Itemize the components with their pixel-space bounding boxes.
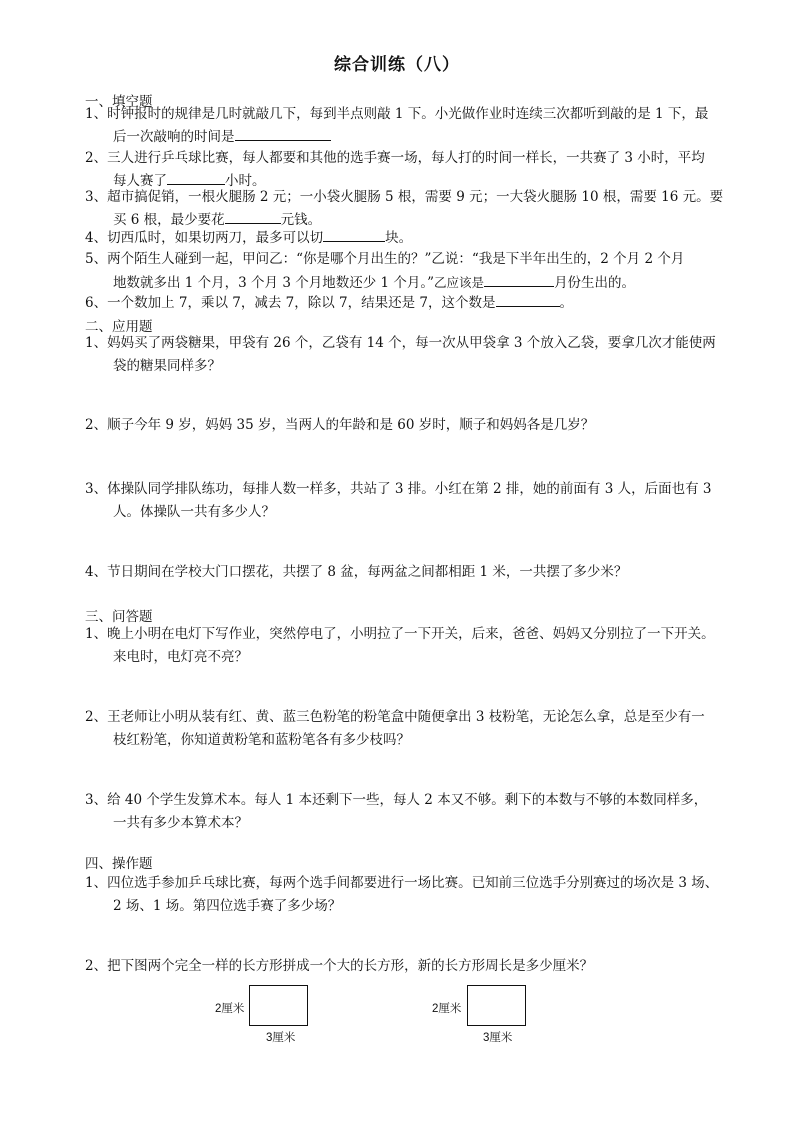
answer-blank[interactable] [484, 272, 554, 287]
question-text: 。 [559, 295, 573, 311]
question-text: 来电时，电灯亮不亮？ [113, 649, 248, 665]
height-label: 2厘米 [432, 1003, 462, 1015]
question-text: 块。 [385, 230, 413, 246]
question-text: 2 场、1 场。第四位选手赛了多少场？ [113, 898, 342, 914]
question-text: 买 6 根，最少要花 [113, 212, 225, 228]
question-text: 2、把下图两个完全一样的长方形拼成一个大的长方形，新的长方形周长是多少厘米？ [85, 958, 594, 974]
question-text: 1、晚上小明在电灯下写作业，突然停电了，小明拉了一下开关，后来，爸爸、妈妈又分别拉了一下开关。 [85, 626, 715, 642]
application-question-4 [85, 561, 725, 584]
answer-blank[interactable] [167, 170, 225, 185]
page-title: 综合训练（八） [334, 55, 460, 75]
section-heading-fill: 一、填空题 [85, 94, 153, 110]
question-text: 乙应该是 [434, 275, 485, 290]
operation-question-1 [85, 872, 725, 918]
width-label: 3厘米 [266, 1032, 296, 1044]
question-text: 1、妈妈买了两袋糖果，甲袋有 26 个，乙袋有 14 个，每一次从甲袋拿 3 个放入乙袋，要拿几次才能使两 [85, 335, 716, 351]
question-text: 袋的糖果同样多？ [113, 358, 221, 374]
question-text: 后一次敲响的时间是 [113, 129, 235, 145]
answer-blank[interactable] [235, 126, 331, 141]
question-text: 2、王老师让小明从装有红、黄、蓝三色粉笔的粉笔盒中随便拿出 3 枝粉笔，无论怎么拿，总是至少有一 [85, 709, 705, 725]
fill-question-6 [85, 292, 725, 315]
question-text: 一共有多少本算术本？ [113, 815, 248, 831]
answer-blank[interactable] [225, 209, 281, 224]
qa-question-2 [85, 706, 725, 752]
section-heading-qa: 三、问答题 [85, 609, 153, 625]
question-text: 元钱。 [280, 212, 322, 228]
application-question-2 [85, 414, 725, 437]
question-text: 1、四位选手参加乒乓球比赛，每两个选手间都要进行一场比赛。已知前三位选手分别赛过的场次是 3 场、 [85, 875, 719, 891]
question-text: 小时。 [225, 173, 266, 189]
question-text: 2、顺子今年 9 岁，妈妈 35 岁，当两人的年龄和是 60 岁时，顺子和妈妈各是几岁？ [85, 417, 595, 433]
height-label: 2厘米 [215, 1003, 245, 1015]
question-text: 人。体操队一共有多少人？ [113, 504, 275, 520]
answer-blank[interactable] [496, 292, 560, 307]
question-text: 5、两个陌生人碰到一起，甲问乙：“你是哪个月出生的？”乙说：“我是下半年出生的，2 个月 2 个月 [85, 251, 685, 267]
question-text: 3、给 40 个学生发算术本。每人 1 本还剩下一些，每人 2 本又不够。剩下的本数与不够的本数同样多， [85, 792, 708, 808]
fill-question-4 [85, 227, 725, 250]
question-text: 月份生出的。 [554, 275, 636, 291]
question-text: 3、超市搞促销，一根火腿肠 2 元；一小袋火腿肠 5 根，需要 9 元；一大袋火腿肠 10 根，需要 16 元。要 [85, 189, 724, 205]
question-text: 3、体操队同学排队练功，每排人数一样多，共站了 3 排。小红在第 2 排，她的前面有 3 人，后面也有 3 [85, 481, 712, 497]
qa-question-3 [85, 789, 725, 835]
fill-question-5 [85, 248, 725, 295]
operation-question-2 [85, 955, 725, 978]
question-text: 枝红粉笔，你知道黄粉笔和蓝粉笔各有多少枝吗？ [113, 732, 410, 748]
section-heading-application: 二、应用题 [85, 319, 153, 335]
section-heading-operation: 四、操作题 [85, 856, 153, 872]
width-label: 3厘米 [483, 1032, 513, 1044]
question-text: 1、时钟报时的规律是几时就敲几下，每到半点则敲 1 下。小光做作业时连续三次都听到敲的是 1 下，最 [85, 106, 709, 122]
application-question-1 [85, 332, 725, 378]
rectangle-shape [249, 985, 308, 1026]
answer-blank[interactable] [323, 227, 385, 242]
qa-question-1 [85, 623, 725, 669]
question-text: 每人赛了 [113, 173, 167, 189]
question-text: 2、三人进行乒乓球比赛，每人都要和其他的选手赛一场，每人打的时间一样长，一共赛了 3 小时，平均 [85, 150, 705, 166]
rectangle-shape [467, 985, 526, 1026]
question-text: 6、一个数加上 7，乘以 7，减去 7，除以 7，结果还是 7，这个数是 [85, 295, 496, 311]
question-text: 4、切西瓜时，如果切两刀，最多可以切 [85, 230, 324, 246]
fill-question-1 [85, 103, 725, 149]
question-text: 4、节日期间在学校大门口摆花，共摆了 8 盆，每两盆之间都相距 1 米，一共摆了多少米？ [85, 564, 628, 580]
question-text: 地数就多出 1 个月，3 个月 3 个月地数还少 1 个月。” [113, 275, 435, 291]
fill-question-3 [85, 186, 725, 232]
application-question-3 [85, 478, 725, 524]
